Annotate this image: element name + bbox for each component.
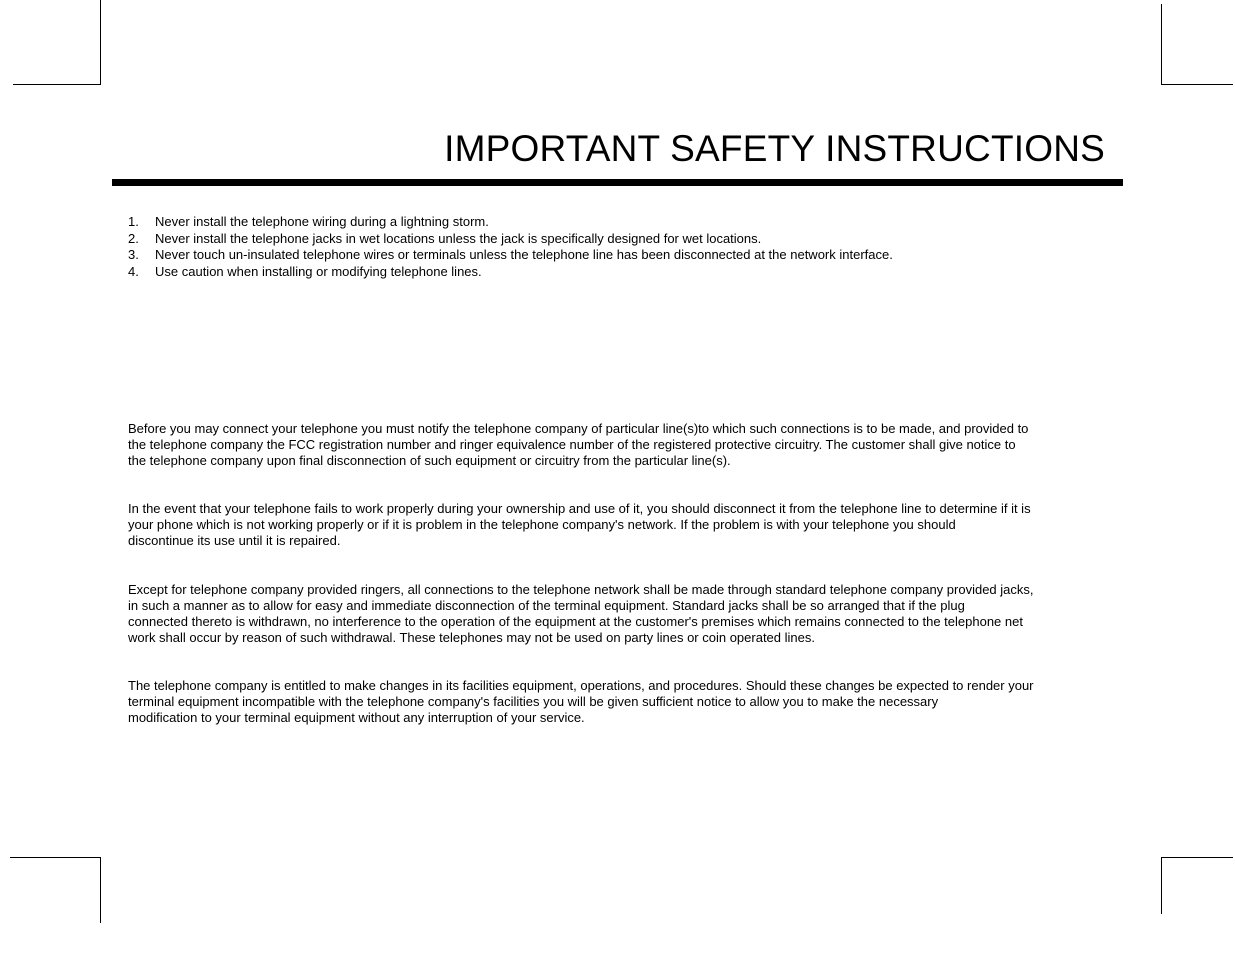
instruction-number: 3.	[128, 247, 139, 262]
malfunction-paragraph: In the event that your telephone fails to work properly during your ownership and use of it, you should disconnect it from the telephone line to determine if it is your phone which is not working properly or if it is problem in the telephone company's network. If the problem is with your telephone you should discontinue its use until it is repaired.	[128, 501, 1031, 548]
crop-mark-bottom-left-horizontal	[10, 857, 101, 858]
crop-mark-top-left-vertical	[100, 0, 101, 84]
instruction-text: Never install the telephone wiring during a lightning storm.	[155, 214, 489, 229]
crop-mark-bottom-left-vertical	[100, 857, 101, 923]
company-changes-paragraph: The telephone company is entitled to make changes in its facilities equipment, operations, and procedures. Should these changes be expected to render your terminal equipment incompatible with the telephone company's facilities you will be given sufficient notice to allow you to make the necessary modification to your terminal equipment without any interruption of your service.	[128, 678, 1034, 725]
crop-mark-top-right-vertical	[1161, 4, 1162, 84]
instruction-item	[128, 247, 893, 264]
instruction-number: 2.	[128, 230, 139, 246]
crop-mark-top-left-horizontal	[13, 84, 101, 85]
instruction-item	[128, 264, 893, 281]
connection-requirements-paragraph: Except for telephone company provided ringers, all connections to the telephone network shall be made through standard telephone company provided jacks, in such a manner as to allow for easy and immediate disconnection of the terminal equipment. Standard jacks shall be so arranged that if the plug connected thereto is withdrawn, no interference to the operation of the equipment at the customer's premises which remains connected to the telephone net work shall occur by reason of such withdrawal. These telephones may not be used on party lines or coin operated lines.	[128, 582, 1034, 645]
instruction-number: 4.	[128, 263, 139, 279]
crop-mark-top-right-horizontal	[1161, 84, 1233, 85]
instruction-item	[128, 231, 893, 248]
page-title: IMPORTANT SAFETY INSTRUCTIONS	[444, 128, 1105, 169]
instruction-text: Use caution when installing or modifying telephone lines.	[155, 263, 482, 279]
crop-mark-bottom-right-horizontal	[1161, 857, 1233, 858]
fcc-notification-paragraph: Before you may connect your telephone you must notify the telephone company of particular line(s)to which such connections is to be made, and provided to the telephone company the FCC registration number and ringer equivalence number of the registered protective circuitry. The customer shall give notice to the telephone company upon final disconnection of such equipment or circuitry from the particular line(s).	[128, 421, 1029, 468]
instruction-text: Never touch un-insulated telephone wires or terminals unless the telephone line has been disconnected at the network interface.	[155, 247, 893, 262]
crop-mark-bottom-right-vertical	[1161, 857, 1162, 914]
title-underline-rule	[112, 179, 1123, 186]
instruction-item	[128, 214, 893, 231]
instruction-text: Never install the telephone jacks in wet locations unless the jack is specifically designed for wet locations.	[155, 230, 762, 246]
safety-instructions-list	[128, 214, 893, 280]
instruction-number: 1.	[128, 214, 139, 229]
